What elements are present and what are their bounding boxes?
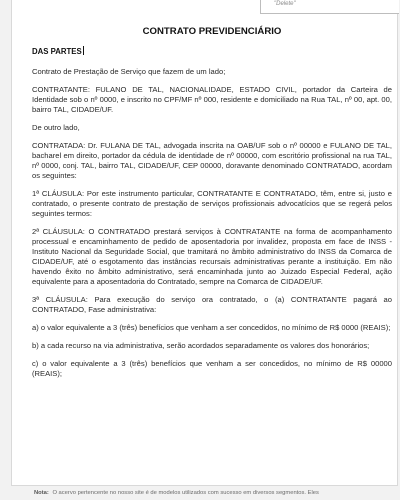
section-heading [32,46,392,57]
paragraph-clause-3: 3ª CLÁUSULA: Para execução do serviço ora contratado, o (a) CONTRATANTE pagará ao CONTRATADO, Fase administrativa: [32,295,392,314]
paragraph-contratada: CONTRATADA: Dr. FULANA DE TAL, advogada inscrita na OAB/UF sob o nº 00000 e FULANO DE TAL, bacharel em direito, portador da cédula de identidade de nº 00000, com escritório profissional na rua TAL, nº 0000, conj. TAL, bairro TAL, CIDADE/UF, CEP 00000, doravante denominado CONTRATADO, acordam os seguintes: [32,141,392,180]
footer-note-label: Nota: [34,490,49,496]
paragraph-item-c: c) o valor equivalente a 3 (três) benefícios que venham a ser concedidos, no mínimo de R$ 00000 (REAIS); [32,359,392,378]
document-title: CONTRATO PREVIDENCIÁRIO [142,26,282,37]
text-cursor [83,46,84,55]
paragraph-other-side: De outro lado, [32,123,80,132]
paragraph-item-a: a) o valor equivalente a 3 (três) benefícios que venham a ser concedidos, no mínimo de R$ 0000 (REAIS); [32,323,391,332]
delete-label: "Delete" [274,1,296,7]
paragraph-contract-intro: Contrato de Prestação de Serviço que fazem de um lado; [32,67,226,76]
delete-label-box [260,0,399,14]
footer-note [34,489,400,497]
document-page [11,0,398,486]
paragraph-clause-2: 2ª CLÁUSULA: O CONTRATADO prestará serviços à CONTRATANTE na forma de acompanhamento processual e encaminhamento de pedido de aposentadoria por invalidez, proposta em face de INSS - Instituto Nacional da Seguridade Social, que tramitará no âmbito administrativo do INSS da Comarca de CIDADE/UF, até o esgotamento das instâncias recursais administrativas perante a instituição. Em não havendo êxito no âmbito administrativo, será encaminhada junto ao Juizado Especial Federal, ação equivalente para a aposentadoria do Contratado, sempre na Comarca de CIDADE/UF. [32,227,392,286]
footer-note-text: O acervo pertencente no nosso site é de modelos utilizados com sucesso em diversos segmentos. Eles [52,490,319,496]
document-body [32,26,392,387]
section-heading-text: DAS PARTES [32,47,82,56]
paragraph-item-b: b) a cada recurso na via administrativa, serão acordados separadamente os valores dos honorários; [32,341,370,350]
paragraph-contratante: CONTRATANTE: FULANO DE TAL, NACIONALIDADE, ESTADO CIVIL, portador da Carteira de Identidade sob o nº 0000, e inscrito no CPF/MF nº 000, residente e domiciliado na Rua TAL, nº 00, apt. 00, bairro TAL, CIDADE/UF. [32,85,392,114]
paragraph-clause-1: 1ª CLÁUSULA: Por este instrumento particular, CONTRATANTE E CONTRATADO, têm, entre si, justo e contratado, o presente contrato de prestação de serviços profissionais advocatícios que se regerá pelos seguintes termos: [32,189,392,218]
